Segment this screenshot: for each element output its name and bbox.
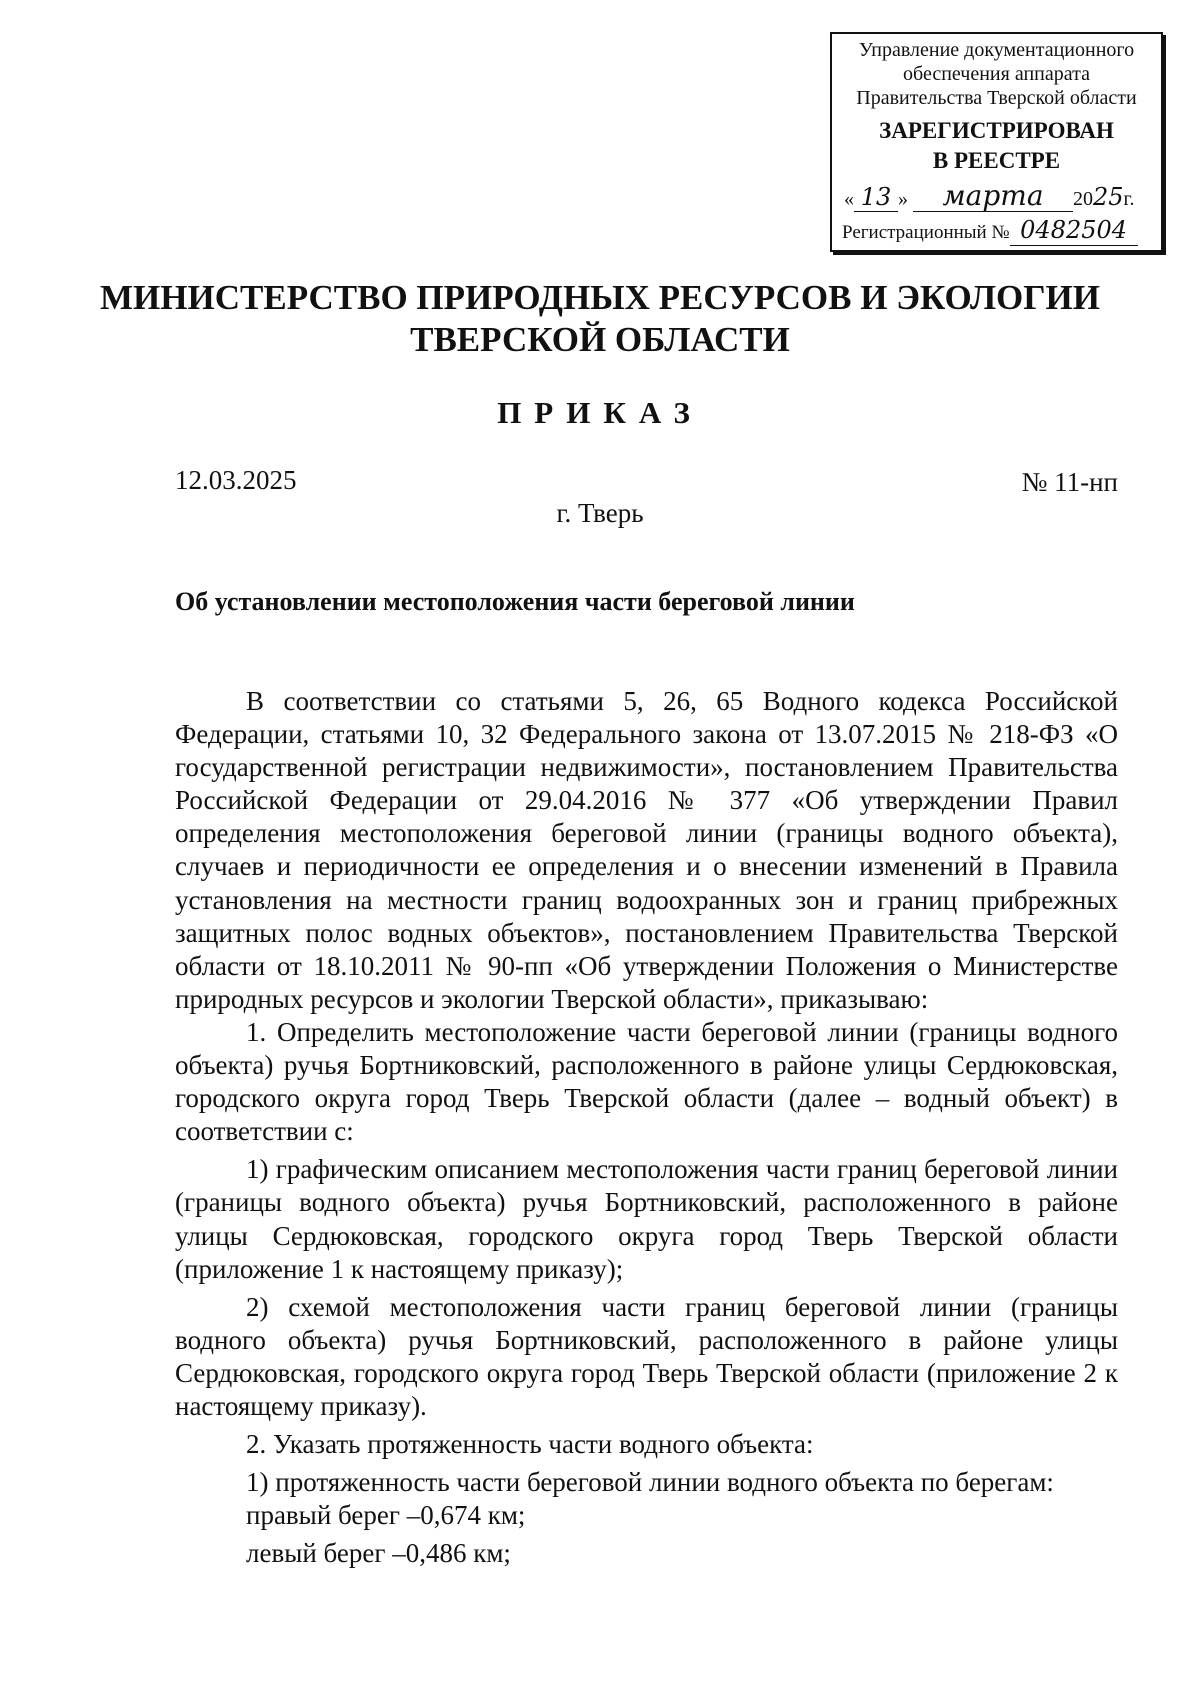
order-body <box>175 685 1118 1570</box>
order-city: г. Тверь <box>556 498 644 528</box>
stamp-date-month-field <box>913 179 1073 212</box>
left-bank-line: левый берег –0,486 км; <box>246 1538 511 1569</box>
stamp-registration-number-row <box>832 218 1161 246</box>
item-2-1-paragraph: 1) протяженность части береговой линии водного объекта по берегам: <box>246 1467 1054 1498</box>
stamp-date-year-suffix: 25 <box>1093 183 1124 211</box>
stamp-date <box>832 179 1161 212</box>
right-bank-line: правый берег –0,674 км; <box>246 1500 526 1531</box>
stamp-registered-line-2: В РЕЕСТРЕ <box>932 148 1061 173</box>
stamp-office-line-3: Правительства Тверской области <box>856 87 1137 109</box>
order-date: 12.03.2025 <box>175 465 297 495</box>
stamp-office-line-1: Управление документационного <box>858 39 1135 61</box>
stamp-registered-line-1: ЗАРЕГИСТРИРОВАН <box>879 118 1114 143</box>
preamble-paragraph: В соответствии со статьями 5, 26, 65 Водного кодекса Российской Федерации, статьями 10, 32 Федерального закона от 13.07.2015 № 218-ФЗ «О государственной регистрации недвижимости», постановлением Правительства Российской Федерации от 29.04.2016 № 377 «Об утверждении Правил определения местоположения береговой линии (границы водного объекта), случаев и периодичности ее определения и о внесении изменений в Правила установления на местности границ водоохранных зон и границ прибрежных защитных полос водных объектов», постановлением Правительства Тверской области от 18.10.2011 № 90-пп «Об утверждении Положения о Министерстве природных ресурсов и экологии Тверской области», приказываю: <box>175 686 1118 1014</box>
stamp-registration-number-field <box>1010 218 1138 246</box>
item-1-paragraph: 1. Определить местоположение части береговой линии (границы водного объекта) ручья Бортниковский, расположенного в районе улицы Сердюковская, городского округа город Тверь Тверской области (далее – водный объект) в соответствии с: <box>175 1016 1118 1147</box>
stamp-date-day-field <box>854 185 898 212</box>
ministry-title-line-2: ТВЕРСКОЙ ОБЛАСТИ <box>410 320 790 359</box>
ministry-title <box>0 277 1200 361</box>
stamp-date-month: марта <box>942 179 1044 212</box>
stamp-registration-number: 0482504 <box>1020 216 1128 244</box>
ministry-title-line-1: МИНИСТЕРСТВО ПРИРОДНЫХ РЕСУРСОВ И ЭКОЛОГИИ <box>100 278 1100 317</box>
document-type-title: ПРИКАЗ <box>497 395 703 430</box>
registration-stamp <box>830 32 1163 252</box>
stamp-date-open-quote: « <box>844 188 854 210</box>
stamp-office-line-2: обеспечения аппарата <box>903 63 1090 85</box>
stamp-date-close-quote: » <box>898 188 908 210</box>
stamp-registration-number-label: Регистрационный № <box>842 222 1010 243</box>
order-number: № 11-нп <box>1021 467 1118 497</box>
item-2-paragraph: 2. Указать протяженность части водного объекта: <box>246 1429 814 1460</box>
stamp-registered-label <box>832 116 1161 176</box>
stamp-date-day: 13 <box>860 183 892 211</box>
stamp-date-year-end: г. <box>1123 188 1135 210</box>
order-subject: Об установлении местоположения части береговой линии <box>175 587 855 616</box>
item-1-2-paragraph: 2) схемой местоположения части границ береговой линии (границы водного объекта) ручья Бортниковский, расположенного в районе улицы Сердюковская, городского округа город Тверь Тверской области (приложение 2 к настоящему приказу). <box>175 1291 1118 1421</box>
item-1-1-paragraph: 1) графическим описанием местоположения части границ береговой линии (границы водного объекта) ручья Бортниковский, расположенного в районе улицы Сердюковская, городского округа город Тверь Тверской области (приложение 1 к настоящему приказу); <box>175 1154 1118 1284</box>
stamp-date-year-prefix: 20 <box>1073 188 1093 210</box>
